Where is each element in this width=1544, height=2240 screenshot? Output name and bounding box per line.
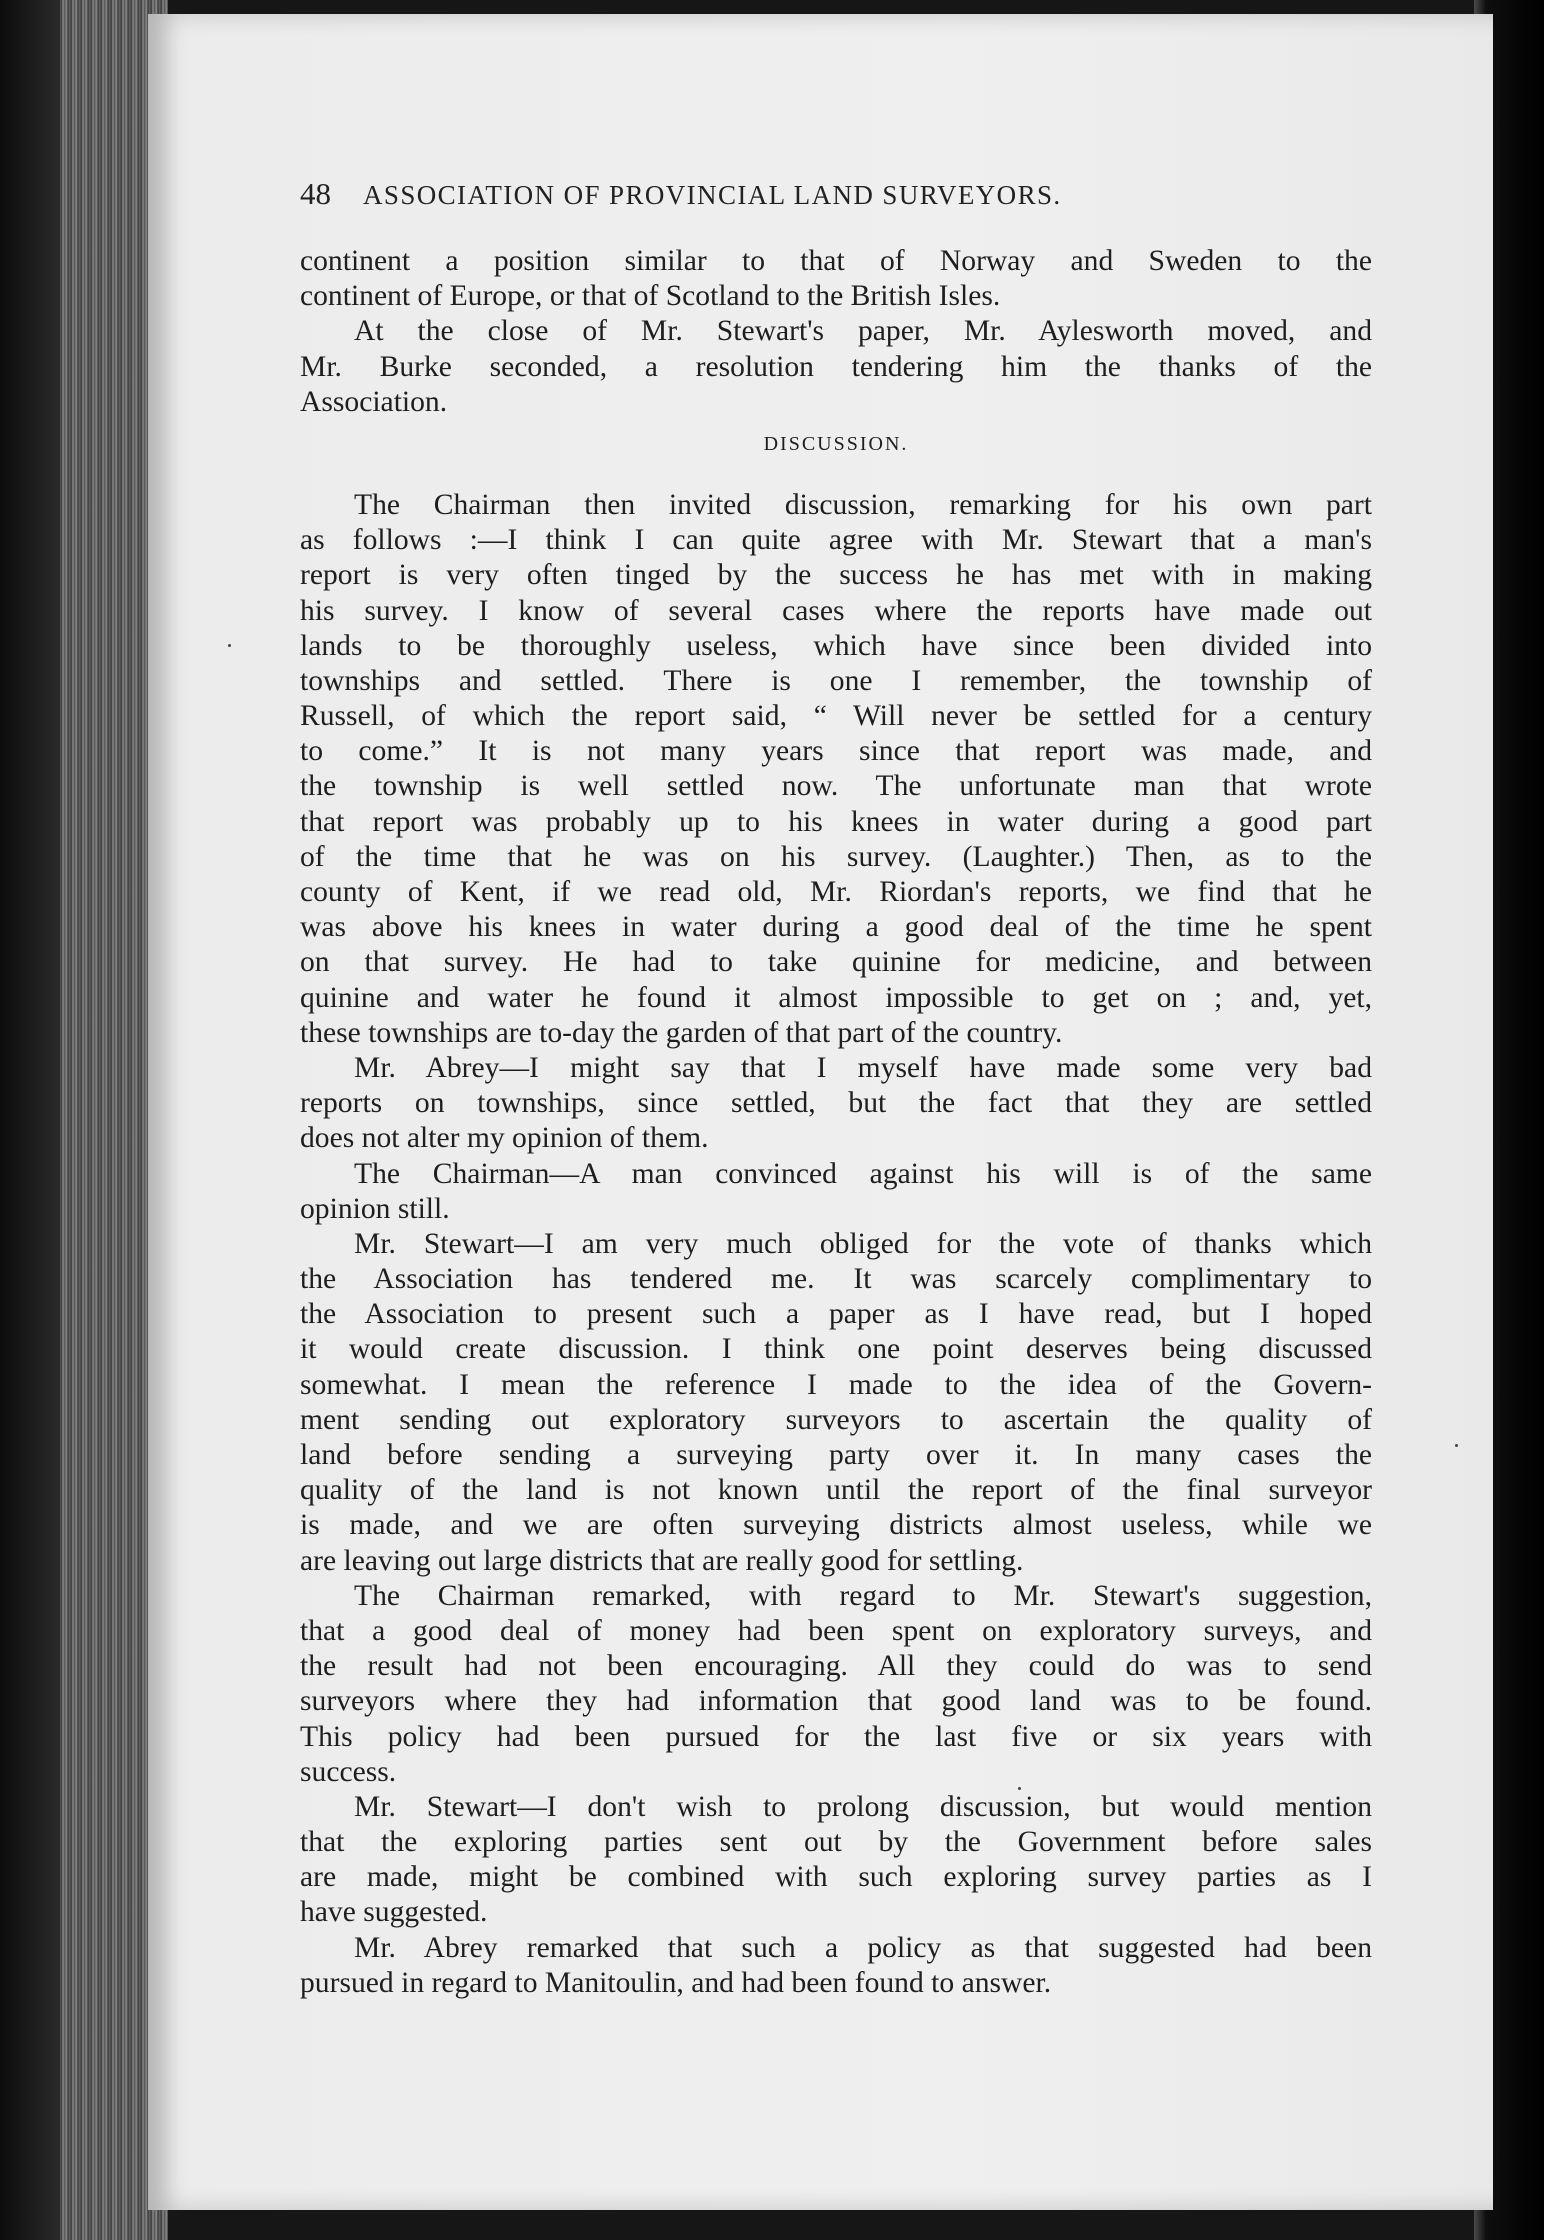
paragraph xyxy=(300,244,1372,314)
text-line: Association. xyxy=(300,385,448,418)
text-line: quality of the land is not known until the report of the final surveyor xyxy=(300,1474,1372,1507)
paragraph xyxy=(300,1157,1372,1227)
text-line: The Chairman remarked, with regard to Mr. Stewart's suggestion, xyxy=(354,1579,1372,1612)
text-line: quinine and water he found it almost impossible to get on ; and, yet, xyxy=(300,981,1372,1014)
text-line: the result had not been encouraging. All they could do was to send xyxy=(300,1650,1372,1683)
text-line: At the close of Mr. Stewart's paper, Mr. Aylesworth moved, and xyxy=(354,315,1372,348)
text-line: continent a position similar to that of Norway and Sweden to the xyxy=(300,245,1372,277)
text-line: the Association to present such a paper as I have read, but I hoped xyxy=(300,1298,1372,1331)
text-line: Mr. Abrey—I might say that I myself have made some very bad xyxy=(354,1051,1372,1084)
text-line: Mr. Abrey remarked that such a policy as that suggested had been xyxy=(354,1931,1372,1964)
text-line: that the exploring parties sent out by the Government before sales xyxy=(300,1826,1372,1859)
paragraph xyxy=(300,1227,1372,1579)
paragraph xyxy=(300,1790,1372,1931)
paragraph xyxy=(300,314,1372,420)
text-line: as follows :—I think I can quite agree with Mr. Stewart that a man's xyxy=(300,524,1372,557)
text-line: Mr. Stewart—I don't wish to prolong discussion, but would mention xyxy=(354,1790,1372,1823)
text-line: county of Kent, if we read old, Mr. Riordan's reports, we find that he xyxy=(300,876,1372,908)
text-line: surveyors where they had information that good land was to be found. xyxy=(300,1685,1372,1718)
body-text xyxy=(300,244,1372,2001)
paper-speck xyxy=(228,644,231,647)
text-line: these townships are to-day the garden of that part of the country. xyxy=(300,1016,1063,1049)
paragraph xyxy=(300,1051,1372,1157)
paragraph xyxy=(300,1579,1372,1790)
text-line: are leaving out large districts that are really good for settling. xyxy=(300,1544,1024,1577)
scan-shadow-left xyxy=(0,0,60,2240)
text-line: report is very often tinged by the success he has met with in making xyxy=(300,559,1372,592)
section-heading: DISCUSSION. xyxy=(763,432,909,455)
text-line: that a good deal of money had been spent on exploratory surveys, and xyxy=(300,1614,1372,1647)
text-line: This policy had been pursued for the last five or six years with xyxy=(300,1720,1372,1753)
text-line: ment sending out exploratory surveyors to ascertain the quality of xyxy=(300,1403,1372,1436)
text-line: of the time that he was on his survey. (Laughter.) Then, as to the xyxy=(300,840,1372,873)
text-line: land before sending a surveying party over it. In many cases the xyxy=(300,1439,1372,1471)
discussion-text xyxy=(300,488,1372,2001)
text-line: it would create discussion. I think one point deserves being discussed xyxy=(300,1333,1372,1366)
running-head xyxy=(300,176,1300,212)
text-line: is made, and we are often surveying districts almost useless, while we xyxy=(300,1509,1372,1542)
text-line: continent of Europe, or that of Scotland to the British Isles. xyxy=(300,280,1001,313)
text-line: the township is well settled now. The unfortunate man that wrote xyxy=(300,770,1372,803)
paragraph xyxy=(300,1931,1372,2001)
text-line: was above his knees in water during a good deal of the time he spent xyxy=(300,911,1372,944)
text-line: that report was probably up to his knees in water during a good part xyxy=(300,805,1372,838)
text-line: The Chairman—A man convinced against his will is of the same xyxy=(354,1157,1372,1190)
text-line: Mr. Stewart—I am very much obliged for the vote of thanks which xyxy=(354,1227,1372,1260)
text-line: his survey. I know of several cases where the reports have made out xyxy=(300,594,1372,627)
text-line: have suggested. xyxy=(300,1896,488,1929)
text-line: pursued in regard to Manitoulin, and had been found to answer. xyxy=(300,1966,1052,1999)
text-line: somewhat. I mean the reference I made to the idea of the Govern- xyxy=(300,1368,1372,1401)
text-before-heading xyxy=(300,244,1372,420)
paragraph xyxy=(300,488,1372,1051)
text-line: Russell, of which the report said, “ Will never be settled for a century xyxy=(300,700,1372,733)
text-line: opinion still. xyxy=(300,1192,450,1225)
text-line: reports on townships, since settled, but the fact that they are settled xyxy=(300,1087,1372,1120)
text-line: the Association has tendered me. It was scarcely complimentary to xyxy=(300,1263,1372,1296)
text-line: are made, might be combined with such exploring survey parties as I xyxy=(300,1861,1372,1894)
text-line: Mr. Burke seconded, a resolution tendering him the thanks of the xyxy=(300,350,1372,383)
running-head-title: ASSOCIATION OF PROVINCIAL LAND SURVEYORS. xyxy=(363,180,1062,210)
text-line: townships and settled. There is one I remember, the township of xyxy=(300,664,1372,697)
text-line: The Chairman then invited discussion, remarking for his own part xyxy=(354,488,1372,521)
text-line: success. xyxy=(300,1755,397,1788)
page-number: 48 xyxy=(300,176,331,211)
paper-speck xyxy=(1455,1444,1458,1447)
text-line: lands to be thoroughly useless, which have since been divided into xyxy=(300,629,1372,662)
text-line: on that survey. He had to take quinine for medicine, and between xyxy=(300,946,1372,979)
text-line: does not alter my opinion of them. xyxy=(300,1122,709,1155)
text-line: to come.” It is not many years since that report was made, and xyxy=(300,735,1372,768)
